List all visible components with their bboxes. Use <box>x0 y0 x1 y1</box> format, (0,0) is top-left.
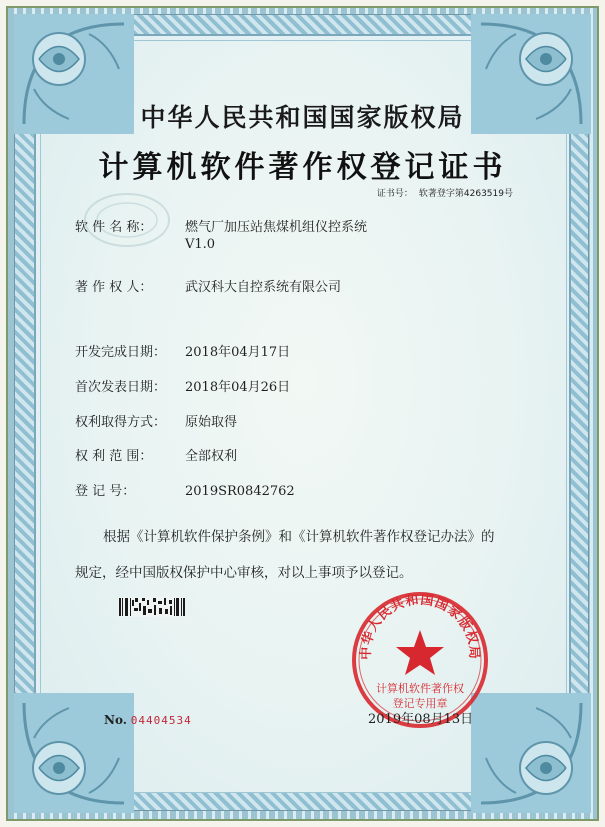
field-value: 2018年04月26日 <box>185 380 291 395</box>
seal-outer-text: 中华人民共和国国家版权局 <box>358 592 482 660</box>
field-copyright-owner <box>75 276 341 295</box>
field-label: 权利取得方式： <box>75 415 167 430</box>
field-label: 开发完成日期： <box>75 345 167 360</box>
field-acquisition-method <box>75 411 237 430</box>
certificate-number-value: 软著登字第4263519号 <box>418 189 513 199</box>
serial-number <box>104 713 192 727</box>
field-label: 登 记 号： <box>75 484 136 499</box>
serial-value: 04404534 <box>130 714 192 727</box>
field-software-name <box>75 216 367 252</box>
statement-line-1: 根据《计算机软件保护条例》和《计算机软件著作权登记办法》的 <box>103 529 495 545</box>
qr-code-icon <box>118 597 186 617</box>
issue-date: 2019年08月13日 <box>368 712 474 727</box>
certificate-title: 计算机软件著作权登记证书 <box>98 150 507 185</box>
field-completion-date <box>75 341 290 360</box>
field-label: 权 利 范 围： <box>75 449 153 464</box>
field-label: 首次发表日期： <box>75 380 167 395</box>
serial-label: No. <box>104 713 127 727</box>
seal-inner-line-2: 登记专用章 <box>392 697 448 710</box>
field-label: 软 件 名 称： <box>75 220 153 235</box>
field-value: 原始取得 <box>185 415 238 430</box>
field-value-version: V1.0 <box>185 237 216 252</box>
authority-title: 中华人民共和国国家版权局 <box>140 103 465 132</box>
certificate-number <box>377 186 513 199</box>
certificate-number-label: 证书号： <box>376 189 413 199</box>
field-value: 全部权利 <box>185 449 238 464</box>
field-rights-scope <box>75 445 237 464</box>
field-value: 2019SR0842762 <box>185 484 295 499</box>
field-registration-number <box>75 480 295 499</box>
field-value: 2018年04月17日 <box>185 345 291 360</box>
field-publish-date <box>75 376 290 395</box>
corner-ornament-icon <box>14 693 134 813</box>
field-value: 武汉科大自控系统有限公司 <box>185 280 342 295</box>
statement-line-2: 规定，经中国版权保护中心审核，对以上事项予以登记。 <box>75 565 413 581</box>
field-label: 著 作 权 人： <box>75 280 153 295</box>
seal-inner-line-1: 计算机软件著作权 <box>376 682 464 695</box>
field-value: 燃气厂加压站焦煤机组仪控系统 <box>185 220 368 235</box>
